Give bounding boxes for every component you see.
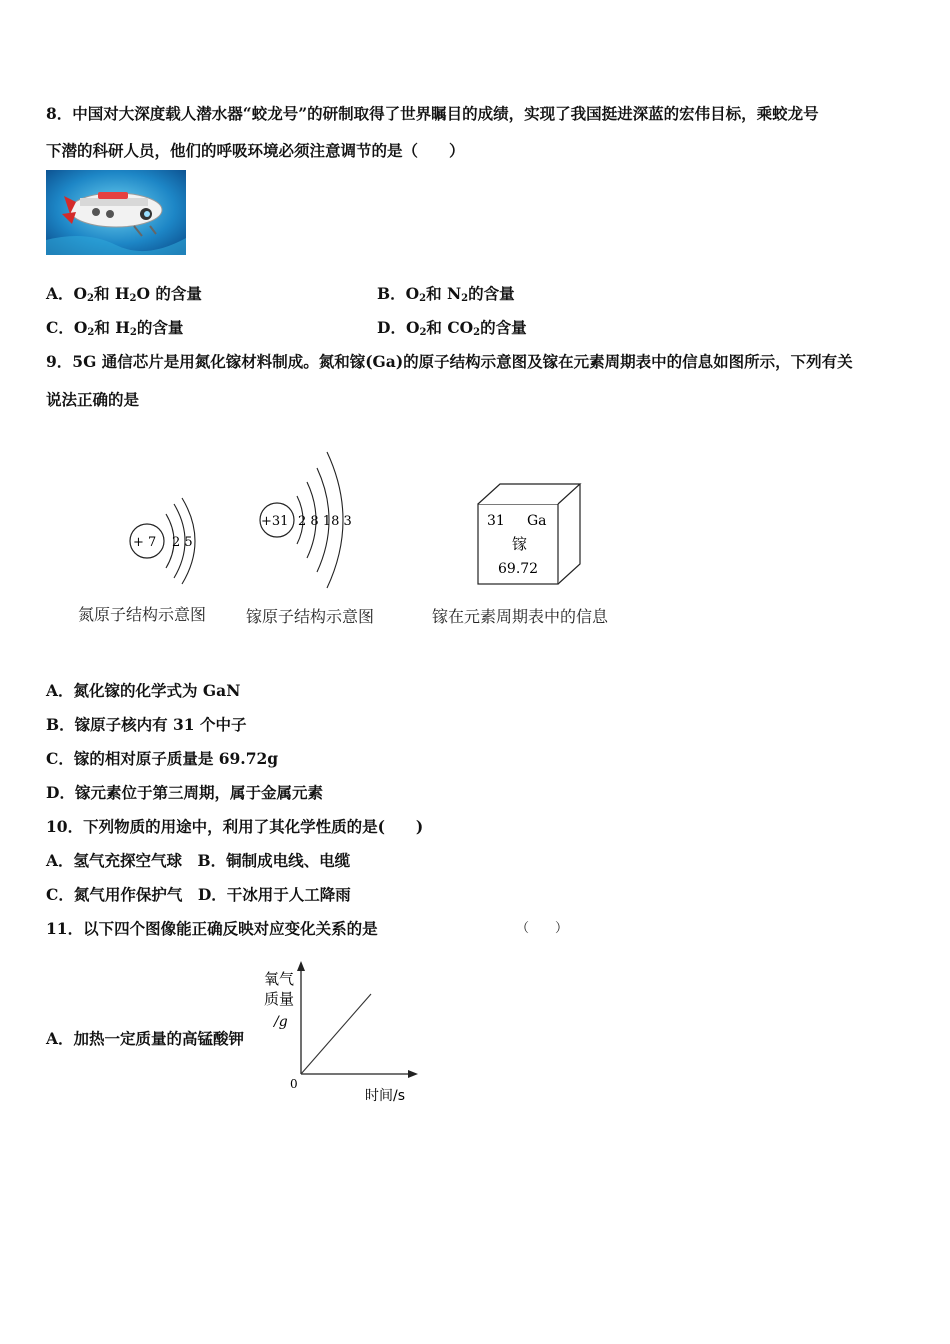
cell-symbol: Ga [527, 513, 547, 529]
x-axis-arrow [408, 1070, 418, 1078]
q10-options-row1[interactable]: A．氢气充探空气球 B．铜制成电线、电缆 [46, 851, 351, 870]
q9-option-d[interactable]: D．镓元素位于第三周期，属于金属元素 [46, 783, 323, 802]
periodic-cell-caption: 镓在元素周期表中的信息 [432, 607, 609, 626]
nitrogen-nucleus: + 7 [133, 535, 157, 550]
q11-option-a[interactable]: A．加热一定质量的高锰酸钾 [46, 1029, 245, 1048]
nitrogen-atom-diagram [120, 490, 210, 586]
q11-stem: 11．以下四个图像能正确反映对应变化关系的是 [46, 919, 378, 938]
cell-mass: 69.72 [498, 561, 539, 577]
graph-yunit: /g [274, 1014, 288, 1030]
graph-ylabel-line1: 氧气 [264, 970, 295, 988]
gallium-nucleus: +31 [261, 514, 289, 529]
series-line [301, 994, 371, 1074]
graph-origin: 0 [290, 1077, 298, 1091]
q8-option-c[interactable]: C．$O_2$和 $H_2$的含量 [46, 318, 184, 338]
q9-option-a[interactable]: A．氮化镓的化学式为 GaN [46, 681, 241, 700]
q9-stem-line2: 说法正确的是 [46, 390, 140, 409]
q10-options-row2[interactable]: C．氮气用作保护气 D．干冰用于人工降雨 [46, 885, 351, 904]
graph-ylabel-line2: 质量 [264, 990, 295, 1008]
nitrogen-caption: 氮原子结构示意图 [78, 605, 207, 624]
periodic-cell-box [474, 482, 586, 588]
oxygen-mass-graph [260, 958, 425, 1108]
y-axis-arrow [297, 961, 305, 971]
q10-stem: 10．下列物质的用途中，利用了其化学性质的是( ) [46, 817, 424, 836]
gallium-atom-diagram [255, 446, 365, 596]
submersible-image [46, 170, 186, 255]
q8-stem-line2: 下潜的科研人员，他们的呼吸环境必须注意调节的是（ ） [46, 141, 465, 160]
nitrogen-shells: 2 5 [172, 535, 193, 550]
q8-stem-line1: 8．中国对大深度载人潜水器“蛟龙号”的研制取得了世界瞩目的成绩，实现了我国挺进深蓝的宏伟目标，乘蛟龙号 [46, 104, 819, 123]
graph-xlabel: 时间/s [365, 1088, 406, 1104]
gallium-caption: 镓原子结构示意图 [246, 607, 375, 626]
q11-answer-paren: （ ） [516, 921, 569, 936]
cell-atomic-number: 31 [487, 513, 505, 529]
cell-name: 镓 [512, 535, 528, 553]
q8-option-d[interactable]: D．$O_2$和 $CO_2$的含量 [377, 318, 527, 338]
gallium-shells: 2 8 18 3 [298, 514, 352, 529]
q9-stem-line1: 9．5G 通信芯片是用氮化镓材料制成。氮和镓(Ga)的原子结构示意图及镓在元素周期表中的信息如图所示，下列有关 [46, 352, 853, 371]
q9-option-b[interactable]: B．镓原子核内有 31 个中子 [46, 715, 247, 734]
q8-option-b[interactable]: B．$O_2$和 $N_2$的含量 [377, 284, 515, 304]
q8-option-a[interactable]: A．$O_2$和 $H_2O$ 的含量 [46, 284, 202, 304]
q9-option-c[interactable]: C．镓的相对原子质量是 69.72g [46, 749, 279, 768]
